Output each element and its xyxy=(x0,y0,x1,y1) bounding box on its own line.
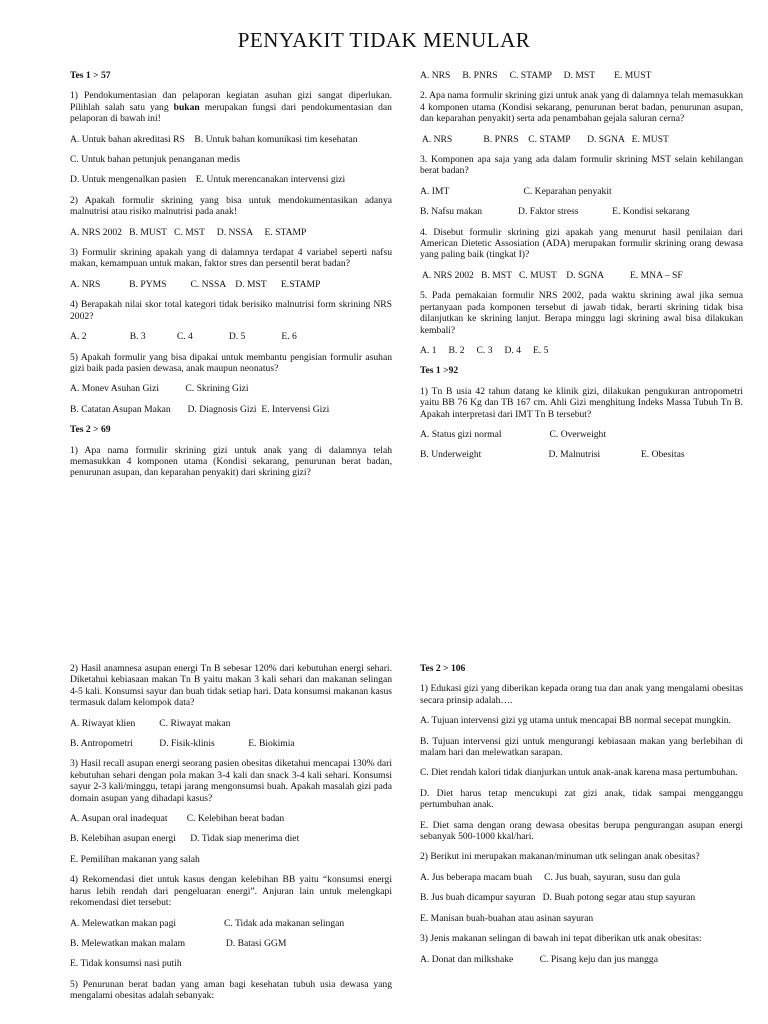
answer-options: A. Status gizi normal C. Overweight xyxy=(420,428,606,440)
question-text: 4) Berapakah nilai skor total kategori tidak berisiko malnutrisi form skrining NRS 2002? xyxy=(70,299,392,322)
answer-options: D. Untuk mengenalkan pasien E. Untuk merencanakan intervensi gizi xyxy=(70,174,346,186)
answer-options: A. Monev Asuhan Gizi C. Skrining Gizi xyxy=(70,383,249,395)
column-bottom-right xyxy=(420,663,743,974)
question-text: 3) Jenis makanan selingan di bawah ini tepat diberikan utk anak obesitas: xyxy=(420,933,702,945)
answer-options: A. 2 B. 3 C. 4 D. 5 E. 6 xyxy=(70,331,297,343)
answer-options: A. NRS 2002 B. MST C. MUST D. SGNA E. MNA – SF xyxy=(420,269,683,281)
section-heading: Tes 2 > 106 xyxy=(420,663,466,674)
answer-options: E. Tidak konsumsi nasi putih xyxy=(70,958,182,970)
answer-options: B. Nafsu makan D. Faktor stress E. Kondisi sekarang xyxy=(420,206,690,218)
answer-options: A. 1 B. 2 C. 3 D. 4 E. 5 xyxy=(420,344,549,356)
question-text: 1) Edukasi gizi yang diberikan kepada orang tua dan anak yang mengalami obesitas secara prinsip adalah…. xyxy=(420,683,743,706)
answer-options: B. Jus buah dicampur sayuran D. Buah potong segar atau stup sayuran xyxy=(420,892,696,904)
question-text: 5) Apakah formulir yang bisa dipakai untuk membantu pengisian formulir asuhan gizi baik pada pasien dewasa, anak maupun neonatus? xyxy=(70,351,392,374)
question-text: 5) Penurunan berat badan yang aman bagi kesehatan tubuh usia dewasa yang mengalami obesitas adalah sebanyak: xyxy=(70,978,392,1002)
answer-options: A. Riwayat klien C. Riwayat makan xyxy=(70,717,231,729)
answer-options: B. Kelebihan asupan energi D. Tidak siap menerima diet xyxy=(70,833,300,845)
question-text: 2) Berikut ini merupakan makanan/minuman utk selingan anak obesitas? xyxy=(420,851,700,863)
question-text: 3) Formulir skrining apakah yang di dalamnya terdapat 4 variabel seperti nafsu makan, kemampuan untuk makan, faktor stres dan persentil berat badan? xyxy=(70,247,392,270)
column-bottom-left xyxy=(70,663,392,1011)
column-top-right xyxy=(420,70,743,470)
answer-options: B. Melewatkan makan malam D. Batasi GGM xyxy=(70,937,287,949)
question-text: 1) Pendokumentasian dan pelaporan kegiatan asuhan gizi sangat diperlukan. Pilihlah salah satu yang bukan merupakan fungsi dari pendokumentasian dan pelaporan di bawah ini! xyxy=(70,90,392,125)
question-text: 3. Komponen apa saja yang ada dalam formulir skrining MST selain kehilangan berat badan? xyxy=(420,154,743,177)
answer-options: B. Antropometri D. Fisik-klinis E. Biokimia xyxy=(70,738,295,750)
section-heading: Tes 1 > 57 xyxy=(70,70,111,81)
answer-option: D. Diet harus tetap mencukupi zat gizi anak, tidak sampai mengganggu pertumbuhan anak. xyxy=(420,787,743,811)
answer-options: A. IMT C. Keparahan penyakit xyxy=(420,185,612,197)
question-text: 3) Hasil recall asupan energi seorang pasien obesitas diketahui mencapai 130% dari kebutuhan sehari dengan pola makan 3-4 kali dan snack 3-4 kali sehari. Konsumsi sayur 2-3 kali/minggu, tetapi jarang mengonsumsi buah. Apakah masalah gizi pada domain asupan yang dihadapi kasus? xyxy=(70,758,392,804)
answer-options: C. Untuk bahan petunjuk penanganan medis xyxy=(70,154,240,166)
answer-option: B. Tujuan intervensi gizi untuk mengurangi kebiasaan makan yang berlebihan di malam hari dan melewatkan sarapan. xyxy=(420,735,743,759)
question-text: 2) Apakah formulir skrining yang bisa untuk mendokumentasikan adanya malnutrisi atau risiko malnutrisi pada anak! xyxy=(70,194,392,218)
answer-option: E. Diet sama dengan orang dewasa obesitas berupa pengurangan asupan energi sebanyak 500-1000 kkal/hari. xyxy=(420,819,743,843)
answer-option: C. Diet rendah kalori tidak dianjurkan untuk anak-anak karena masa pertumbuhan. xyxy=(420,767,738,779)
answer-options: A. NRS B. PYMS C. NSSA D. MST E.STAMP xyxy=(70,278,321,290)
column-top-left xyxy=(70,70,392,488)
question-text: 2. Apa nama formulir skrining gizi untuk anak yang di dalamnya telah memasukkan 4 komponen utama (Kondisi sekarang, penurunan berat badan, penurunan asupan, dan keparahan penyakit) serta ada penambahan gejala saluran cerna? xyxy=(420,90,743,125)
answer-options: A. NRS B. PNRS C. STAMP D. MST E. MUST xyxy=(420,70,652,81)
answer-options: B. Underweight D. Malnutrisi E. Obesitas xyxy=(420,449,685,461)
section-heading: Tes 1 >92 xyxy=(420,365,459,377)
answer-option: A. Tujuan intervensi gizi yg utama untuk mencapai BB normal secepat mungkin. xyxy=(420,715,731,727)
question-text: 1) Apa nama formulir skrining gizi untuk anak yang di dalamnya telah memasukkan 4 komponen utama (Kondisi sekarang, penurunan berat badan, penurunan asupan, dan keparahan penyakit) dari skrining gizi? xyxy=(70,444,392,479)
page-title: PENYAKIT TIDAK MENULAR xyxy=(237,28,531,52)
question-text: 1) Tn B usia 42 tahun datang ke klinik gizi, dilakukan pengukuran antropometri yaitu BB 76 Kg dan TB 167 cm. Ahli Gizi menghitung Indeks Massa Tubuh Tn B. Apakah interpretasi dari IMT Tn B tersebut? xyxy=(420,385,743,420)
answer-options: E. Manisan buah-buahan atau asinan sayuran xyxy=(420,912,594,924)
question-text: 2) Hasil anamnesa asupan energi Tn B sebesar 120% dari kebutuhan energi sehari. Diketahui kebiasaan makan Tn B yaitu makan 3 kali sehari dan makanan selingan 4-5 kali. Konsumsi sayur dan buah tidak setiap hari. Data konsumsi makanan kasus termasuk dalam kelompok data? xyxy=(70,663,392,709)
answer-options: B. Catatan Asupan Makan D. Diagnosis Gizi E. Intervensi Gizi xyxy=(70,403,330,415)
answer-options: A. Untuk bahan akreditasi RS B. Untuk bahan komunikasi tim kesehatan xyxy=(70,133,358,145)
answer-options: A. NRS B. PNRS C. STAMP D. SGNA E. MUST xyxy=(420,133,669,145)
answer-options: A. Donat dan milkshake C. Pisang keju dan jus mangga xyxy=(420,953,658,965)
answer-options: A. Melewatkan makan pagi C. Tidak ada makanan selingan xyxy=(70,917,345,929)
question-text: 5. Pada pemakaian formulir NRS 2002, pada waktu skrining awal jika semua pertanyaan pada komponen tersebut di jawab tidak, berarti skrining tidak bisa dilanjutkan ke skrining lanjut. Berapa minggu lagi skrining awal bisa dilakukan kembali? xyxy=(420,290,743,336)
section-heading: Tes 2 > 69 xyxy=(70,424,111,436)
answer-options: A. NRS 2002 B. MUST C. MST D. NSSA E. STAMP xyxy=(70,226,307,238)
question-text: 4) Rekomendasi diet untuk kasus dengan kelebihan BB yaitu “konsumsi energi harus lebih rendah dari pengeluaran energi”. Anjuran lain untuk melengkapi rekomendasi diet tersebut: xyxy=(70,874,392,909)
question-text: 4. Disebut formulir skrining gizi apakah yang menurut hasil penilaian dari American Dietetic Assosiation (ADA) merupakan formulir skrining orang dewasa yang paling baik (tingkat I)? xyxy=(420,226,743,261)
answer-options: E. Pemilihan makanan yang salah xyxy=(70,853,200,865)
answer-options: A. Asupan oral inadequat C. Kelebihan berat badan xyxy=(70,813,285,825)
emphasis-text: bukan xyxy=(173,101,200,113)
answer-options: A. Jus beberapa macam buah C. Jus buah, sayuran, susu dan gula xyxy=(420,871,681,883)
